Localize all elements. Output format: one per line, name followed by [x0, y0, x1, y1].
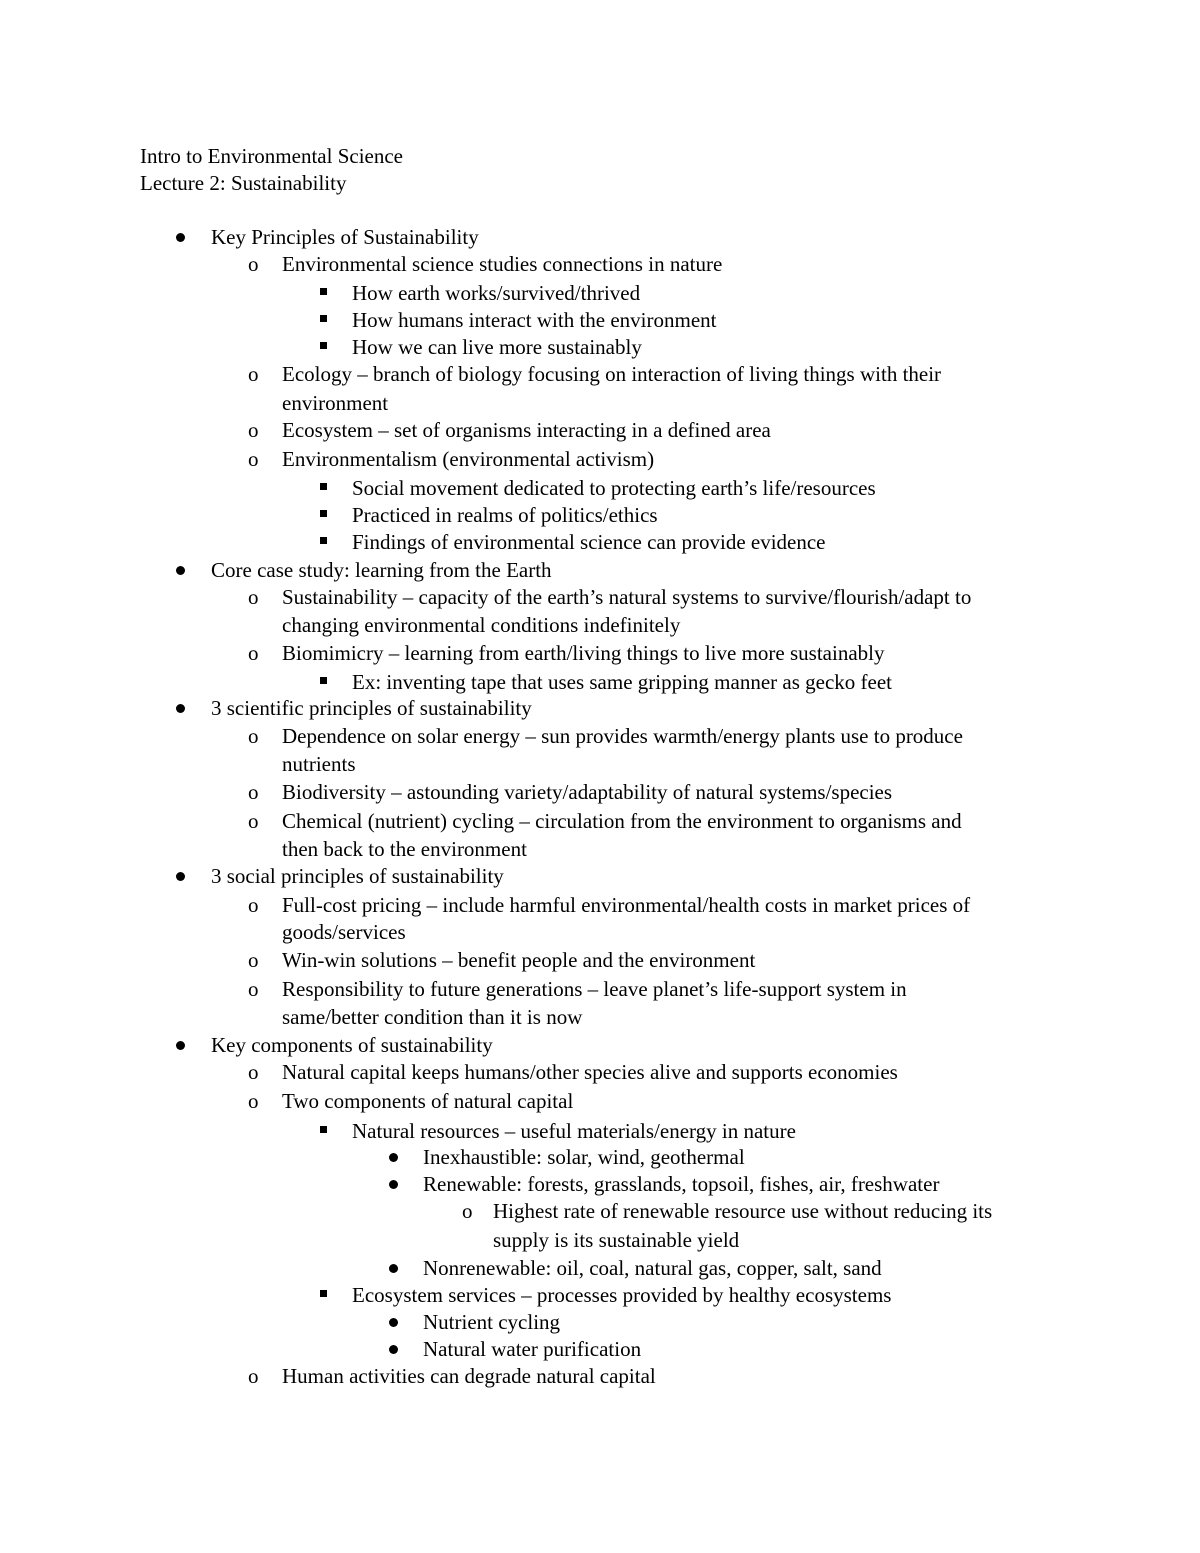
outline-item-l5: Highest rate of renewable resource use without reducing its: [493, 1199, 993, 1223]
outline-item-l2: Environmental science studies connections in nature: [282, 252, 723, 276]
outline-item-l2: Ecosystem – set of organisms interacting in a defined area: [282, 418, 771, 442]
bullet-circle-icon: o: [248, 893, 259, 917]
outline-item-l4: Natural water purification: [423, 1337, 642, 1361]
bullet-circle-icon: o: [248, 252, 259, 276]
bullet-square-icon: [320, 1290, 327, 1297]
bullet-circle-icon: o: [248, 362, 259, 386]
outline-item-l2-cont: then back to the environment: [282, 837, 527, 861]
bullet-disc-icon: [389, 1345, 398, 1354]
outline-item-l2: Two components of natural capital: [282, 1089, 574, 1113]
outline-item-l2-cont: nutrients: [282, 752, 356, 776]
outline-item-l1: Core case study: learning from the Earth: [211, 558, 552, 582]
outline-item-l2: Responsibility to future generations – leave planet’s life-support system in: [282, 977, 907, 1001]
bullet-circle-icon: o: [248, 1060, 259, 1084]
bullet-disc-icon: [176, 1041, 185, 1050]
bullet-circle-icon: o: [248, 780, 259, 804]
outline-item-l3: How we can live more sustainably: [352, 335, 642, 359]
bullet-square-icon: [320, 315, 327, 322]
outline-item-l2-cont: changing environmental conditions indefinitely: [282, 613, 681, 637]
bullet-disc-icon: [176, 566, 185, 575]
outline-item-l3: How earth works/survived/thrived: [352, 281, 641, 305]
bullet-circle-icon: o: [248, 809, 259, 833]
bullet-disc-icon: [389, 1153, 398, 1162]
outline-item-l2-cont: same/better condition than it is now: [282, 1005, 583, 1029]
bullet-circle-icon: o: [248, 977, 259, 1001]
bullet-square-icon: [320, 1126, 327, 1133]
outline-item-l2: Human activities can degrade natural capital: [282, 1364, 656, 1388]
bullet-disc-icon: [389, 1264, 398, 1273]
outline-item-l2: Ecology – branch of biology focusing on interaction of living things with their: [282, 362, 942, 386]
outline-item-l1: 3 scientific principles of sustainability: [211, 696, 532, 720]
bullet-circle-icon: o: [248, 724, 259, 748]
bullet-square-icon: [320, 342, 327, 349]
outline-item-l5-cont: supply is its sustainable yield: [493, 1228, 740, 1252]
outline-item-l2: Biomimicry – learning from earth/living things to live more sustainably: [282, 641, 885, 665]
outline-item-l2: Full-cost pricing – include harmful environmental/health costs in market prices of: [282, 893, 971, 917]
outline-item-l2: Dependence on solar energy – sun provides warmth/energy plants use to produce: [282, 724, 963, 748]
outline-item-l2: Sustainability – capacity of the earth’s natural systems to survive/flourish/adapt to: [282, 585, 972, 609]
outline-item-l2-cont: environment: [282, 391, 389, 415]
outline-item-l3: Findings of environmental science can provide evidence: [352, 530, 826, 554]
bullet-disc-icon: [389, 1180, 398, 1189]
outline-item-l2: Environmentalism (environmental activism): [282, 447, 655, 471]
outline-item-l1: 3 social principles of sustainability: [211, 864, 504, 888]
outline-item-l1: Key components of sustainability: [211, 1033, 493, 1057]
bullet-circle-icon: o: [248, 447, 259, 471]
outline-item-l3: Natural resources – useful materials/energy in nature: [352, 1119, 796, 1143]
bullet-disc-icon: [176, 872, 185, 881]
bullet-disc-icon: [176, 704, 185, 713]
outline-item-l2: Chemical (nutrient) cycling – circulation from the environment to organisms and: [282, 809, 962, 833]
bullet-circle-icon: o: [248, 1364, 259, 1388]
bullet-square-icon: [320, 288, 327, 295]
outline-item-l4: Renewable: forests, grasslands, topsoil, fishes, air, freshwater: [423, 1172, 940, 1196]
outline-item-l3: Social movement dedicated to protecting earth’s life/resources: [352, 476, 876, 500]
bullet-circle-icon: o: [248, 948, 259, 972]
bullet-disc-icon: [389, 1318, 398, 1327]
outline-item-l2: Win-win solutions – benefit people and the environment: [282, 948, 756, 972]
outline-item-l3: Ecosystem services – processes provided by healthy ecosystems: [352, 1283, 892, 1307]
outline-item-l2-cont: goods/services: [282, 920, 406, 944]
bullet-circle-icon: o: [248, 641, 259, 665]
bullet-square-icon: [320, 537, 327, 544]
outline-item-l4: Nonrenewable: oil, coal, natural gas, copper, salt, sand: [423, 1256, 882, 1280]
outline-item-l4: Nutrient cycling: [423, 1310, 561, 1334]
bullet-square-icon: [320, 510, 327, 517]
outline-item-l4: Inexhaustible: solar, wind, geothermal: [423, 1145, 745, 1169]
document-title: Intro to Environmental Science: [140, 144, 404, 168]
bullet-circle-icon: o: [248, 585, 259, 609]
bullet-circle-icon: o: [248, 418, 259, 442]
bullet-circle-icon: o: [462, 1199, 473, 1223]
bullet-square-icon: [320, 483, 327, 490]
bullet-square-icon: [320, 677, 327, 684]
outline-item-l1: Key Principles of Sustainability: [211, 225, 479, 249]
outline-item-l3: Ex: inventing tape that uses same gripping manner as gecko feet: [352, 670, 893, 694]
outline-item-l2: Natural capital keeps humans/other species alive and supports economies: [282, 1060, 898, 1084]
bullet-circle-icon: o: [248, 1089, 259, 1113]
outline-item-l3: Practiced in realms of politics/ethics: [352, 503, 658, 527]
outline-item-l2: Biodiversity – astounding variety/adaptability of natural systems/species: [282, 780, 893, 804]
bullet-disc-icon: [176, 233, 185, 242]
outline-item-l3: How humans interact with the environment: [352, 308, 717, 332]
lecture-title: Lecture 2: Sustainability: [140, 171, 347, 195]
